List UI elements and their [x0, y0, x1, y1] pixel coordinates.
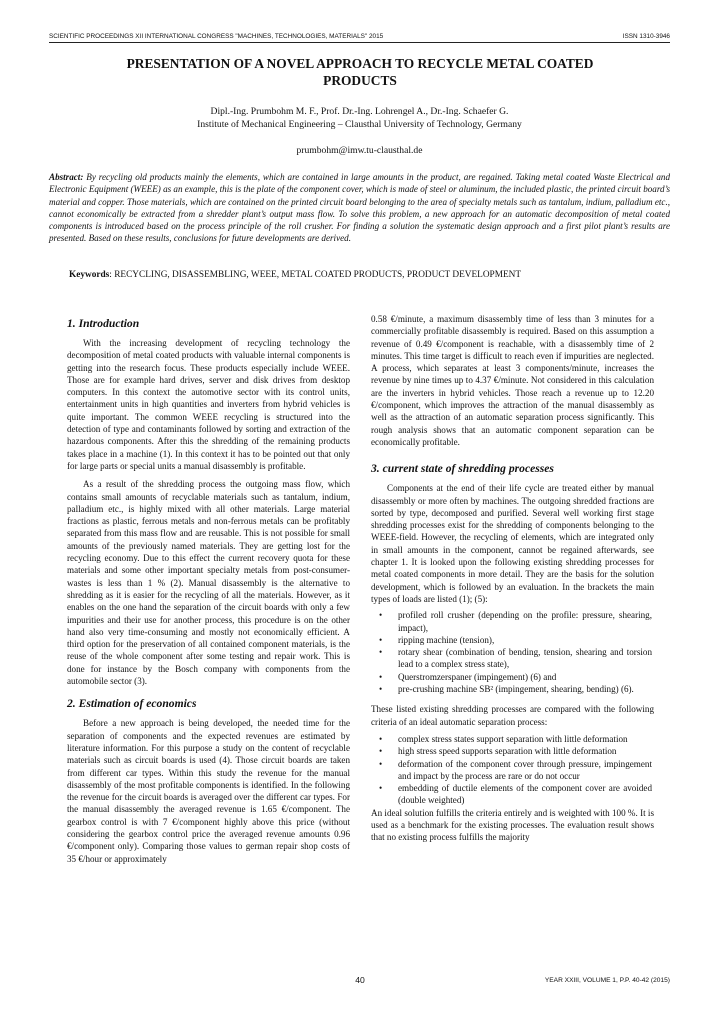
- section-2-paragraph-1: Before a new approach is being developed, the needed time for the separation of components and the expected revenues are estimated by literature information. For this purpose a study on the content of recyclable materials such as circuit boards is used (4). Those circuit boards are taken from different car types. Within this study the revenue for the manual disassembly of the most profitable components is identified. In the following the revenue for the circuit boards is averaged over the different car types. For the manual disassembly the averaged revenue is 1.65 €/component. The gearbox control is with 7 €/component highly above this price (without considering the gearbox control price the averaged revenue amounts 0.96 €/component only). Comparing those values to german repair shop costs of 35 €/hour or approximately: [67, 718, 350, 864]
- abstract-text: By recycling old products mainly the elements, which are contained in large amounts in the product, are regained. Taking metal coated Waste Electrical and Electronic Equipment (WEEE) as an example, this is the plate of the component cover, which is made of steel or aluminum, the included plastic, the printed circuit board’s material and copper. Those materials, which are contained on the printed circuit board belonging to the area of specialty metals such as tantalum, indium, palladium etc., cannot economically be extracted from a shredder plant’s output mass flow. To solve this problem, a new approach for an automatic decomposition of metal coated components is introduced based on the process principle of the roll crusher. For finding a solution the systematic design approach and a first pilot plant’s results are presented. Based on these results, conclusions for future developments are derived.: [49, 172, 670, 244]
- keywords-text: : RECYCLING, DISASSEMBLING, WEEE, METAL COATED PRODUCTS, PRODUCT DEVELOPMENT: [109, 270, 522, 280]
- keywords-label: Keywords: [69, 270, 110, 280]
- running-header: [49, 33, 670, 43]
- list-item: • high stress speed supports separation with little deformation: [371, 745, 654, 757]
- header-left: SCIENTIFIC PROCEEDINGS XII INTERNATIONAL CONGRESS "MACHINES, TECHNOLOGIES, MATERIALS" 2015: [49, 33, 384, 40]
- section-2-heading: 2. Estimation of economics: [67, 697, 197, 711]
- list-item: • pre-crushing machine SB² (impingement, shearing, bending) (6).: [371, 683, 654, 695]
- page-number: 40: [355, 975, 365, 985]
- left-column: [67, 313, 350, 865]
- section-1-paragraph-1: With the increasing development of recycling technology the decomposition of metal coated products with valuable internal components is getting into the research focus. These products especially include WEEE. Those are for example hard drives, server and disk drives from desktop computers. In this context the automotive sector with its control units, entertainment units in high quantities and inverters from hybrid vehicles is quite important. The common WEEE recycling is structured into the detection of type and contaminants followed by sorting and extraction of the hazardous components. After this the shredding of the remaining products takes place in a machine (1). In this context it has to be pointed out that only for large parts or special units a manual disassembly is profitable.: [67, 338, 350, 471]
- list-item: • deformation of the component cover through pressure, impingement and impact by the process are rare or do not occur: [371, 758, 654, 783]
- abstract: [49, 171, 670, 245]
- footer-right: YEAR XXIII, VOLUME 1, P.P. 40-42 (2015): [544, 977, 670, 984]
- authors: Dipl.-Ing. Prumbohm M. F., Prof. Dr.-Ing. Lohrengel A., Dr.-Ing. Schaefer G.: [210, 106, 509, 117]
- section-3-paragraph-2: These listed existing shredding processes are compared with the following criteria of an ideal automatic separation process:: [371, 704, 654, 727]
- email: prumbohm@imw.tu-clausthal.de: [296, 145, 423, 156]
- title-line-1: PRESENTATION OF A NOVEL APPROACH TO RECYCLE METAL COATED: [126, 56, 594, 71]
- list-item: • Querstromzerspaner (impingement) (6) and: [371, 671, 654, 683]
- section-3-heading: 3. current state of shredding processes: [371, 462, 554, 476]
- right-column: [371, 313, 654, 844]
- criteria-list: [371, 733, 654, 807]
- author-block: [49, 105, 670, 131]
- paper-title: [60, 55, 660, 89]
- list-item: • profiled roll crusher (depending on the profile: pressure, shearing, impact),: [371, 609, 654, 634]
- title-line-2: PRODUCTS: [323, 73, 397, 88]
- list-item: • embedding of ductile elements of the component cover are avoided (double weighted): [371, 782, 654, 807]
- section-1-heading: 1. Introduction: [67, 317, 140, 330]
- header-right: ISSN 1310-3946: [622, 33, 670, 40]
- abstract-label: Abstract:: [49, 172, 84, 182]
- list-item: • rotary shear (combination of bending, tension, shearing and torsion lead to a complex stress state),: [371, 646, 654, 671]
- list-item: • ripping machine (tension),: [371, 634, 654, 646]
- section-2-paragraph-2: 0.58 €/minute, a maximum disassembly time of less than 3 minutes for a commercially profitable disassembly is required. Based on this assumption a revenue of 0.49 €/component is reachable, with a disassembly time of 2 minutes. This time target is difficult to reach even if impurities are neglected. A process, which separates at least 3 components/minute, increases the revenue by nine times up to 4.37 €/minute. Not considered in this calculation are the inverters in hybrid vehicles. Those reach a revenue up to 12.20 €/component, which improves the attraction of the manual disassembly as well as the attraction of an automatic separation process significantly. This rough analysis shows that an automatic component separation can be economically profitable.: [371, 314, 654, 447]
- section-3-paragraph-3: An ideal solution fulfills the criteria entirely and is weighted with 100 %. It is used as a benchmark for the existing processes. The evaluation result shows that no existing process fulfills the majority: [371, 807, 654, 843]
- list-item: • complex stress states support separation with little deformation: [371, 733, 654, 745]
- keywords: [69, 270, 670, 280]
- shredding-process-list: [371, 609, 654, 695]
- section-1-paragraph-2: As a result of the shredding process the outgoing mass flow, which contains small amounts of recyclable materials such as tantalum, indium, palladium etc., is highly mixed with all other materials. Large material fractions as plastic, ferrous metals and non-ferrous metals can be profitably separated from this mass flow and are reusable. This is not possible for small amounts of the previously named materials. They are getting lost for the recycling economy. Due to this effect the current recovery quota for these materials and some other important specialty metals from post-consumer-wastes is less than 1 % (2). Manual disassembly is the alternative to shredding as it is easier for the recycling of all the materials. However, as it enables on the one hand the separation of the circuit boards with only a few impurities and their use for another process, this procedure is on the other hand also very time-consuming and mostly not economically efficient. A third option for the preservation of all contained component materials, is the reuse of the whole component after some testing and repair work. This is done for instance by the Bosch company with components from the automobile sector (3).: [67, 479, 350, 687]
- affiliation: Institute of Mechanical Engineering – Clausthal University of Technology, Germany: [197, 119, 522, 130]
- section-3-paragraph-1: Components at the end of their life cycle are treated either by manual disassembly or more often by machines. The outgoing shredded fractions are sorted by type, decomposed and purified. Several well working first stage shredding processes exist for the shredding of components belonging to the WEEE-field. However, the recycling of elements, which are integrated only in small amounts in the component, cannot be regained afterwards, see chapter 1. It is looked upon the following existing shredding processes for metal coated components in more detail. They are the basis for the solution development, which is followed by an evaluation. In the brackets the main types of loads are listed (1); (5):: [371, 483, 654, 604]
